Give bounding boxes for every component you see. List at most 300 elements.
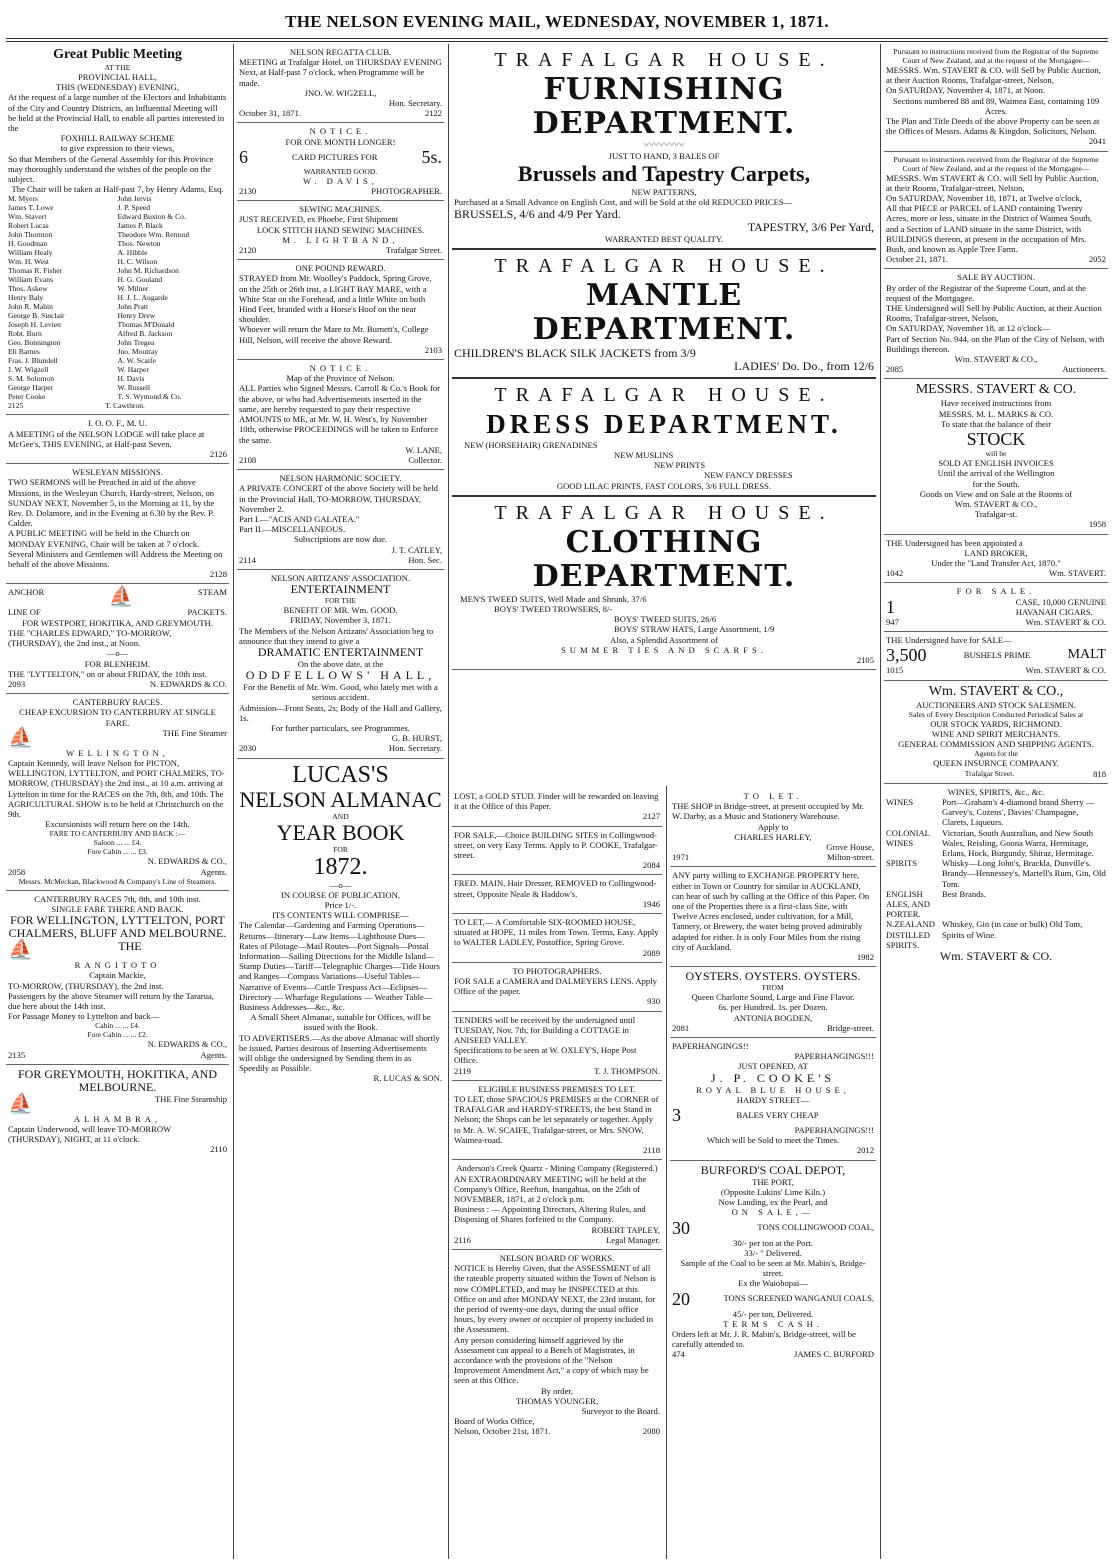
- street: Trafalgar Street.: [964, 768, 1015, 778]
- column-rule: [666, 786, 667, 1559]
- signatory-name: Theodore Wm. Rentoul: [117, 230, 190, 240]
- subs: Subscriptions are now due.: [293, 534, 388, 545]
- main-ad: [452, 875, 662, 914]
- signature: Wm. STAVERT & CO.: [939, 949, 1053, 964]
- clothing-line: BOYS' TWEED SUITS, 26/6: [614, 614, 717, 625]
- royal: ROYAL BLUE HOUSE,: [696, 1084, 850, 1095]
- signature: Wm. STAVERT & CO.,: [954, 498, 1038, 509]
- ad-number: 2116: [454, 1234, 471, 1245]
- photo-notice-ad: [237, 123, 444, 201]
- ad-number: 1958: [1088, 519, 1106, 530]
- almanac-l3: YEAR BOOK: [276, 819, 405, 845]
- signatory-name: John Jervis: [117, 194, 152, 204]
- department-title: CLOTHING DEPARTMENT.: [532, 524, 796, 594]
- auction-body-2: THE Undersigned will Sell by Public Auction, at their Auction Rooms, Trafalgar-street, Nelson,: [886, 303, 1102, 324]
- signature: J. T. CATLEY,: [391, 544, 442, 555]
- signatory-name: John Pratt: [117, 302, 149, 312]
- clothing-line: BOYS' STRAW HATS, Large Assortment, 1/9: [614, 624, 775, 635]
- ship-name: WELLINGTON,: [66, 747, 169, 758]
- signatory-name: John Tregea: [117, 338, 155, 348]
- photo-title: TO PHOTOGRAPHERS.: [512, 965, 602, 976]
- reward-body-2: Whoever will return the Mare to Mr. Burnett's, College Hill, Nelson, will receive the above Reward.: [239, 324, 429, 345]
- malt-body: THE Undersigned have for SALE—: [886, 635, 1012, 646]
- column-2: [237, 44, 444, 1559]
- column-3a: [452, 788, 662, 1559]
- signatory-name: Wm. H. West: [8, 257, 50, 267]
- ad-number: 1946: [642, 898, 660, 909]
- agents: Agents.: [200, 866, 227, 877]
- role: Legal Manager.: [606, 1234, 660, 1245]
- reward-title: ONE POUND REWARD.: [295, 263, 386, 274]
- alhambra-ad: [6, 1065, 229, 1159]
- ad-number: 2126: [209, 449, 227, 460]
- street: Trafalgar-st.: [974, 509, 1018, 520]
- auction-body-3: All that PIECE or PARCEL of LAND containing Twenty Acres, more or less, situate in the District of Waimea South, and a Section of LAND situate in the same District, with BUILDINGS thereon, at present in the occupation of Mrs. Bush, and known as Apple Tree Farm.: [886, 203, 1093, 255]
- just-to-hand: JUST TO HAND, 3 BALES OF: [608, 151, 720, 161]
- auction-2-ad: [884, 152, 1108, 270]
- steamer-line: Messrs. McMeckan, Blackwood & Company's Line of Steamers.: [18, 876, 217, 886]
- works-body: NOTICE is Hereby Given, that the ASSESSMENT of all the rateable property situated within the Town of Nelson is now COMPLETED, and may be INSPECTED at this Office on and after MONDAY NEXT, the 23rd instant, for the period of twenty-one days, during the usual office hours, by every owner or occupier of property included in the Assessment.: [454, 1263, 656, 1335]
- ioof-title: I. O. O. F., M. U.: [88, 418, 147, 429]
- ad-number: 2118: [643, 1145, 660, 1156]
- signatory-name: H. Davis: [117, 374, 145, 384]
- qty: 3,500: [886, 645, 927, 666]
- advertisers: TO ADVERTISERS.—As the above Almanac will shortly be issued, Parties desirous of Inserting Advertisements will oblige the undersigned by Sending them in as Speedily as Possible.: [239, 1032, 440, 1074]
- address: Grove House,: [826, 842, 874, 853]
- fare-cabin: Cabin ... ... £4.: [95, 1021, 140, 1031]
- malt: MALT: [1067, 647, 1106, 663]
- sale-auction-ad: [884, 269, 1108, 379]
- separator: —o—: [106, 648, 129, 659]
- auction-body-2: MESSRS. Wm STAVERT & CO. will Sell by Public Auction, at their Rooms, Trafalgar-street, Nelson,: [886, 172, 1099, 193]
- tapestry-price: TAPESTRY, 3/6 Per Yard,: [747, 219, 874, 234]
- wine-row: [886, 919, 1106, 950]
- races-pass: Passengers by the above Steamer will return by the Tararua, due here about the 14th inst.: [8, 990, 214, 1011]
- house-title: TRAFALGAR HOUSE.: [494, 383, 834, 406]
- signatory-name: W. Milner: [117, 284, 149, 294]
- cigars-ad: [884, 583, 1108, 632]
- dress-line: NEW MUSLINS: [614, 450, 674, 461]
- eligible-title: ELIGIBLE BUSINESS PREMISES TO LET.: [478, 1083, 636, 1094]
- for: FOR: [333, 844, 348, 854]
- ad-number: 2114: [239, 554, 256, 565]
- onsale: ON SALE,—: [731, 1207, 815, 1218]
- eligible-body: TO LET, those SPACIOUS PREMISES at the CORNER of TRAFALGAR and HARDY-STREETS, the best Stand in Nelson; the Shops can be let separately or together. Apply to Mr. A. W. SCAIFE, Trafalgar-street, or Mrs. SNOW, Waimea-road.: [454, 1094, 659, 1145]
- meeting-venue: PROVINCIAL HALL,: [78, 72, 157, 82]
- map-notice-ad: [237, 360, 444, 470]
- signatory-name: George Harper: [8, 383, 54, 393]
- column-rule: [233, 44, 234, 1559]
- signatory-name: H. G. Gouland: [117, 275, 163, 285]
- wine-category: N.ZEALAND DISTILLED SPIRITS.: [886, 919, 935, 950]
- role: Hon. Secretary.: [388, 743, 442, 754]
- land-broker: LAND BROKER,: [964, 547, 1028, 558]
- signature: M. LIGHTBAND,: [282, 234, 399, 245]
- signatory-name: J. W. Wigzell: [8, 365, 49, 375]
- ad-number: 2122: [424, 108, 442, 119]
- clothing-line: MEN'S TWEED SUITS, Well Made and Shrunk, 37/6: [460, 593, 647, 604]
- tenders-spec: Specifications to be seen at W. OXLEY'S, Hope Post Office.: [454, 1045, 637, 1066]
- signatory-name: H. Goodman: [8, 239, 48, 249]
- public-meeting-ad: [6, 44, 229, 415]
- price-5: 5s.: [421, 146, 442, 167]
- signatory-name: John R. Mabin: [8, 302, 53, 312]
- ship-name: ALHAMBRA,: [73, 1113, 162, 1124]
- agent: N. EDWARDS & CO.,: [147, 1039, 227, 1050]
- signatory-name: W. Russell: [117, 383, 151, 393]
- signature: ROBERT TAPLEY,: [591, 1224, 660, 1235]
- column-3b: [670, 788, 876, 1559]
- tenders-ad: [452, 1012, 662, 1081]
- house-title: TRAFALGAR HOUSE.: [494, 501, 834, 524]
- carpets: Brussels and Tapestry Carpets,: [517, 161, 811, 187]
- signatory-name: Joseph H. Levien: [8, 320, 61, 330]
- signatory-name: John M. Richardson: [117, 266, 179, 276]
- ad-number: 2108: [239, 454, 257, 465]
- ad-number: 930: [647, 996, 660, 1007]
- names-left: [8, 194, 118, 401]
- wines-ad: [884, 784, 1108, 967]
- ad-number: 2081: [672, 1022, 690, 1033]
- masthead-rule: [6, 38, 1108, 39]
- ship-icon: ⛵: [8, 726, 33, 749]
- column-4: [884, 44, 1108, 1559]
- canterbury-cheap: CHEAP EXCURSION TO CANTERBURY AT SINGLE FARE.: [19, 707, 216, 728]
- wine-row: [886, 797, 1106, 828]
- house-title: TRAFALGAR HOUSE.: [494, 49, 834, 71]
- separator: —o—: [329, 879, 352, 890]
- price: 30/- per ton at the Port.: [733, 1237, 813, 1248]
- dress-line: NEW FANCY DRESSES: [704, 470, 793, 481]
- cigars-title: FOR SALE.: [956, 586, 1036, 597]
- harmonic-body: A PRIVATE CONCERT of the above Society will be held in the Provincial Hall, TO-MORROW, THURSDAY, November 2.: [239, 483, 438, 514]
- masthead: [0, 0, 1114, 42]
- regatta-ad: [237, 44, 444, 123]
- signatory-name: James T. Lowe: [8, 203, 54, 213]
- anchor-right: STEAM: [197, 587, 227, 598]
- summer: SUMMER TIES AND SCARFS.: [561, 644, 767, 655]
- by-order: By order,: [540, 1385, 574, 1396]
- wine-items: Port—Graham's 4-diamond brand Sherry — Garvey's, Cozens', Davies' Champagne, Clarets, Liqueurs.: [942, 796, 1095, 828]
- ad-number: 2135: [8, 1049, 26, 1060]
- ad-number: 2105: [856, 655, 874, 666]
- exchange-ad: [670, 867, 876, 967]
- wine-row: [886, 889, 1106, 920]
- opened: JUST OPENED, AT: [738, 1061, 808, 1072]
- notice-title: NOTICE.: [309, 363, 372, 374]
- auction-body: By order of the Registrar of the Supreme Court, and at the request of the Mortgagee.: [886, 282, 1086, 303]
- anderson-body: AN EXTRAORDINARY MEETING will be held at the Company's Office, Reefton, Inangahua, on the 25th of NOVEMBER, 1871, at 2 o'clock p.m.: [454, 1173, 647, 1204]
- date: October 31, 1871.: [239, 108, 302, 119]
- wine-category: WINES: [886, 796, 914, 807]
- received: Have received instructions from: [940, 398, 1052, 409]
- wines-title: WINES, SPIRITS, &c., &c.: [947, 786, 1045, 797]
- havanah: HAVANAH CIGARS.: [1015, 606, 1093, 617]
- auction-body-4: The Plan and Title Deeds of the above Property can be seen at the Offices of Messrs. Adams & Kingdon, Solicitors, Nelson.: [886, 116, 1100, 137]
- anchor-destinations: FOR WESTPORT, HOKITIKA, AND GREYMOUTH.: [22, 617, 213, 628]
- sold: SOLD AT ENGLISH INVOICES: [938, 458, 1054, 469]
- artizans-title: NELSON ARTIZANS' ASSOCIATION.: [270, 572, 411, 583]
- greymouth-body: Captain Underwood, will leave TO-MORROW (THURSDAY), NIGHT, at 11 o'clock.: [8, 1123, 172, 1145]
- tenders-body: TENDERS will be received by the undersigned until TUESDAY, Nov. 7th, for Building a COTTAGE in ANISEED VALLEY.: [454, 1014, 636, 1046]
- paperhangings-ad: [670, 1038, 876, 1161]
- anderson-business: Business : — Appointing Directors, Altering Rules, and Disposing of Shares forfeited to the Company.: [454, 1204, 646, 1225]
- signatory-name: William Healy: [8, 248, 53, 258]
- price: Price 1/-.: [324, 899, 357, 910]
- harmonic-title: NELSON HARMONIC SOCIETY.: [279, 473, 402, 484]
- races-when: TO-MORROW, (THURSDAY), the 2nd inst.: [8, 980, 164, 991]
- port: THE PORT,: [752, 1176, 794, 1187]
- signatory-name: Thomas M'Donald: [117, 320, 175, 330]
- wine-category: COLONIAL WINES: [886, 827, 930, 848]
- state: To state that the balance of their: [940, 418, 1052, 429]
- cards: CARD PICTURES FOR: [292, 151, 378, 162]
- works-ad: [452, 1250, 662, 1441]
- lost-ad: [452, 788, 662, 827]
- ad-number: 2012: [856, 1145, 874, 1156]
- auction-body: Pursuant to instructions received from the Registrar of the Supreme Court of New Zealand, and at the request of the Mortgagee—: [893, 154, 1099, 173]
- date: Nelson, October 21st, 1871.: [454, 1426, 551, 1437]
- broker-body: THE Undersigned has been appointed a: [886, 537, 1023, 548]
- meeting-body: At the request of a large number of the Electors and Inhabitants of the City and Country Districts, an Influential Meeting will be held at the Provincial Hall, to enable all parties interested in the: [8, 92, 227, 134]
- meeting-scheme: FOXHILL RAILWAY SCHEME: [60, 133, 175, 144]
- role: Collector.: [408, 454, 442, 465]
- year: 1872.: [313, 853, 368, 880]
- ad-number: 2103: [424, 344, 442, 355]
- mantle-ladies: LADIES' Do. Do., from 12/6: [734, 358, 874, 373]
- small: A Small Sheet Almanac, suitable for Offices, will be issued with the Book.: [250, 1012, 431, 1033]
- wesleyan-body: TWO SERMONS will be Preached in aid of the above Missions, in the Wesleyan Church, Hardy-street, Nelson, on SUNDAY NEXT, November 5, in the Morning at 11, by the Rev. D. Dolamore, and in the Evening at 6.30 by the Rev. P. Calder.: [8, 477, 215, 529]
- oysters-title: OYSTERS. OYSTERS. OYSTERS.: [685, 969, 861, 984]
- photographers-ad: [452, 963, 662, 1012]
- ad-number: 818: [1093, 768, 1106, 779]
- landing: Now Landing, ex the Pearl, and: [718, 1197, 828, 1208]
- ad-number: 2128: [209, 569, 227, 580]
- queen: QUEEN INSURNCE COMPAANY.: [933, 758, 1059, 769]
- terms: TERMS CASH.: [723, 1318, 823, 1329]
- department-title: DRESS DEPARTMENT.: [486, 408, 842, 439]
- rangitoto-ad: [6, 891, 229, 1065]
- signatory-name: William Evans: [8, 275, 54, 285]
- sold: Which will be Sold to meet the Times.: [706, 1135, 840, 1146]
- dress-ad: [452, 379, 876, 497]
- wesleyan-body-2: A PUBLIC MEETING will be held in the Church on MONDAY EVENING, Chair will be taken at 7 o'clock. Several Ministers and Gentlemen will Address the Meeting on behalf of the above Missions.: [8, 528, 223, 570]
- ship-icon: ⛵: [8, 939, 33, 962]
- ad-number: 2030: [239, 743, 257, 754]
- house-title: TRAFALGAR HOUSE.: [494, 254, 834, 277]
- ad-number: 2110: [210, 1144, 227, 1155]
- ad-number: 2085: [886, 364, 904, 375]
- ioof-body: A MEETING of the NELSON LODGE will take place at McGee's, THIS EVENING, at Half-past Seven.: [8, 428, 205, 449]
- agents: Agents.: [200, 1049, 227, 1060]
- signatory-name: James P. Black: [117, 221, 163, 231]
- ad-number: 2125: [8, 401, 24, 411]
- auctioneers-title: Wm. STAVERT & CO.,: [928, 683, 1064, 699]
- signatory-name: T. S. Wymond & Co.: [117, 392, 182, 402]
- auction-body: Pursuant to instructions received from the Registrar of the Supreme Court of New Zealand, and at the request of the Mortgagee—: [893, 47, 1099, 65]
- masthead-rule-2: [6, 41, 1108, 42]
- ad-number: 2084: [642, 860, 660, 871]
- sale-ad: [452, 827, 662, 876]
- further: For further particulars, see Programmes.: [271, 722, 410, 733]
- anderson-title: Anderson's Creek Quartz - Mining Company (Registered.): [456, 1163, 658, 1174]
- date: FRIDAY, November 3, 1871.: [290, 615, 391, 626]
- hall: ODDFELLOWS' HALL,: [245, 668, 436, 683]
- ad-number: 2120: [239, 245, 257, 256]
- ioof-ad: [6, 415, 229, 464]
- office: Board of Works Office,: [454, 1416, 535, 1427]
- wesleyan-title: WESLEYAN MISSIONS.: [72, 467, 163, 478]
- ad-number: 947: [886, 616, 899, 627]
- harmonic-ad: [237, 470, 444, 570]
- ad-number: 1982: [856, 952, 874, 963]
- address: Milton-street.: [826, 852, 874, 863]
- signatory-name: Peter Cooke: [8, 392, 46, 402]
- dress-line: NEW (HORSEHAIR) GRENADINES: [464, 439, 598, 450]
- will: will be: [985, 449, 1007, 459]
- signatory-name: Henry Baly: [8, 293, 44, 303]
- paper-a: PAPERHANGINGS!!: [672, 1041, 749, 1052]
- goods: Goods on View and on Sale at the Rooms of: [919, 488, 1073, 499]
- three: 3: [672, 1105, 681, 1126]
- warranted: WARRANTED GOOD.: [303, 166, 378, 176]
- signatory-name: Edward Buxton & Co.: [117, 212, 186, 222]
- general: GENERAL COMMISSION AND SHIPPING AGENTS.: [898, 739, 1094, 750]
- where: Queen Charlotte Sound, Large and Fine Flavor.: [691, 992, 855, 1003]
- mantle-children: CHILDREN'S BLACK SILK JACKETS from 3/9: [454, 345, 696, 360]
- sales: Sales of Every Description Conducted Periodical Sales at: [908, 709, 1084, 719]
- department-title: FURNISHING DEPARTMENT.: [532, 72, 796, 141]
- coal-title: BURFORD'S COAL DEPOT,: [700, 1162, 846, 1177]
- signatory-name: M. Myers: [8, 194, 38, 204]
- case: CASE, 10,000 GENUINE: [1015, 596, 1106, 607]
- anchor-left-2: LINE OF: [8, 607, 41, 618]
- ship-icon: ⛵: [108, 586, 134, 609]
- wines-list: [886, 797, 1106, 950]
- warranted: WARRANTED BEST QUALITY.: [604, 233, 724, 244]
- races-single: SINGLE FARE THERE AND BACK.: [51, 903, 184, 914]
- masthead-title: THE NELSON EVENING MAIL, WEDNESDAY, NOVEMBER 1, 1871.: [285, 12, 829, 31]
- wine-items: Whisky—Long John's, Brackla, Dunville's. Brandy—Hennessey's, Martell's Rum, Gin, Old Tom.: [942, 858, 1106, 889]
- anderson-ad: [452, 1160, 662, 1250]
- fare-saloon: Saloon ... ... £4.: [93, 838, 142, 848]
- part-1: Part I.—"ACIS AND GALATEA.": [239, 513, 360, 524]
- main-body: FRED. MAIN, Hair Dresser, REMOVED to Collingwood-street, Opposite Neale & Haddow's.: [454, 878, 657, 899]
- signatory-name: Fras. J. Blundell: [8, 356, 58, 366]
- wavy-rule: 〰〰〰〰: [644, 140, 684, 151]
- anchor-right-2: PACKETS.: [187, 607, 227, 618]
- sewing-ad: [237, 201, 444, 260]
- sale-body: FOR SALE,—Choice BUILDING SITES in Collingwood-street, on very Easy Terms. Apply to P. COOKE, Trafalgar-street.: [454, 829, 658, 861]
- notice-sub: FOR ONE MONTH LONGER!: [285, 136, 396, 147]
- anchor-blenheim: FOR BLENHEIM.: [84, 658, 151, 669]
- auctioneers-ad: [884, 681, 1108, 784]
- signature: THOMAS YOUNGER,: [515, 1395, 599, 1406]
- reward-ad: [237, 260, 444, 360]
- signature: G. B. HURST,: [391, 733, 442, 744]
- part-2: Part II.—MISCELLANEOUS.: [239, 524, 346, 535]
- races-title: CANTERBURY RACES 7th, 8th, and 10th inst.: [34, 893, 201, 904]
- entertainment: ENTERTAINMENT: [290, 582, 391, 597]
- meeting-sub: AT THE: [104, 63, 131, 72]
- ad-number: 2119: [454, 1065, 471, 1076]
- yards: OUR STOCK YARDS, RICHMOND.: [930, 718, 1062, 729]
- works-body-2: Any person considering himself aggrieved by the Assessment can appeal to a Bench of Magistrates, in accordance with the provisions of the "Nelson Improvement Amendment Act," a copy of which may be seen at this Office.: [454, 1334, 649, 1386]
- ex: Ex the Waiohopai—: [738, 1278, 808, 1289]
- paper-c: PAPERHANGINGS!!!: [794, 1125, 874, 1136]
- signatory-name: Henry Drew: [117, 311, 156, 321]
- signatory-name: Geo. Bonnington: [8, 338, 61, 348]
- photo-body: FOR SALE a CAMERA and DALMEYERS LENS. Apply Office of the paper.: [454, 976, 657, 997]
- wine-row: [886, 828, 1106, 859]
- signatories: [8, 194, 227, 401]
- role: Auctioneers.: [1062, 364, 1106, 375]
- ad-number: 1015: [886, 665, 904, 676]
- department-title: MANTLE DEPARTMENT.: [532, 277, 796, 347]
- column-rule: [880, 44, 881, 1559]
- stock: STOCK: [966, 429, 1026, 450]
- signatory-name: George B. Sinclair: [8, 311, 65, 321]
- almanac-ad: [237, 759, 444, 1088]
- regatta-title: NELSON REGATTA CLUB.: [289, 47, 392, 57]
- from: FROM: [762, 983, 784, 993]
- fare-fore: Fore Cabin ... ... £2.: [87, 1030, 148, 1040]
- bushels: BUSHELS PRIME: [963, 650, 1031, 661]
- signature: W. DAVIS,: [303, 175, 378, 186]
- auction-1-ad: [884, 44, 1108, 152]
- for: for the South.: [972, 478, 1020, 489]
- works-title: NELSON BOARD OF WORKS.: [499, 1252, 615, 1263]
- let-ad: [452, 914, 662, 963]
- sewing-lock: LOCK STITCH HAND SEWING MACHINES.: [256, 224, 425, 235]
- signatory-name: Robt. Burn: [8, 329, 42, 339]
- for-2: For the Benefit of Mr. Wm. Good, who lately met with a serious accident.: [243, 682, 438, 703]
- auction-body-2: MESSRS. Wm. STAVERT & CO. will Sell by Public Auction, at their Auction Rooms, Trafalgar-street, Nelson,: [886, 65, 1101, 86]
- price: 6s. per Hundred. 1s. per Dozen.: [718, 1002, 828, 1013]
- twenty: 20: [672, 1288, 690, 1309]
- agent: N. EDWARDS & CO.,: [147, 856, 227, 867]
- wesleyan-ad: [6, 464, 229, 584]
- signature: ANTONIA BOGDEN,: [733, 1012, 813, 1023]
- wine-category: ENGLISH ALES, AND PORTER.: [886, 888, 930, 920]
- date: On SATURDAY, November 4, 1871, at Noon.: [886, 85, 1045, 96]
- date: On SATURDAY, November 18, at 12 o'clock—: [886, 323, 1051, 334]
- ad-number: 2093: [8, 678, 26, 689]
- signatory-name: Thos. Askew: [8, 284, 48, 294]
- meeting-time: THIS (WEDNESDAY) EVENING,: [55, 82, 180, 93]
- stock-ad: [884, 379, 1108, 534]
- signatory-name: H. J. L. Augarde: [117, 293, 168, 303]
- dramatic: DRAMATIC ENTERTAINMENT: [257, 644, 424, 659]
- malt-ad: [884, 632, 1108, 680]
- artizans-body: The Members of the Nelson Artizans' Association beg to announce that they intend to give a: [239, 625, 434, 646]
- course: IN COURSE OF PUBLICATION,: [281, 889, 400, 900]
- signatory-name: Wm. Stavert: [8, 212, 47, 222]
- signature: W. LANE,: [405, 444, 442, 455]
- ad-number: 1971: [672, 852, 690, 863]
- coal-ad: [670, 1161, 876, 1364]
- ad-number: 2080: [642, 1426, 660, 1437]
- admission: Admission—Front Seats, 2s; Body of the Hall and Gallery, 1s.: [239, 702, 442, 723]
- column-rule: [448, 44, 449, 1559]
- ad-number: 2127: [642, 811, 660, 822]
- last-name: T. Cawthron.: [105, 401, 145, 411]
- anchor-lyttelton: THE "LYTTELTON," on or about FRIDAY, the 10th inst.: [8, 668, 207, 679]
- tolet-body: THE SHOP in Bridge-street, at present occupied by Mr. W. Darby, as a Music and Stationery Warehouse.: [672, 801, 865, 822]
- tolet-ad: [670, 788, 876, 867]
- signature: Wm. STAVERT & CO.,: [954, 354, 1038, 365]
- races-passage: For Passage Money to Lyttelton and back—: [8, 1011, 160, 1022]
